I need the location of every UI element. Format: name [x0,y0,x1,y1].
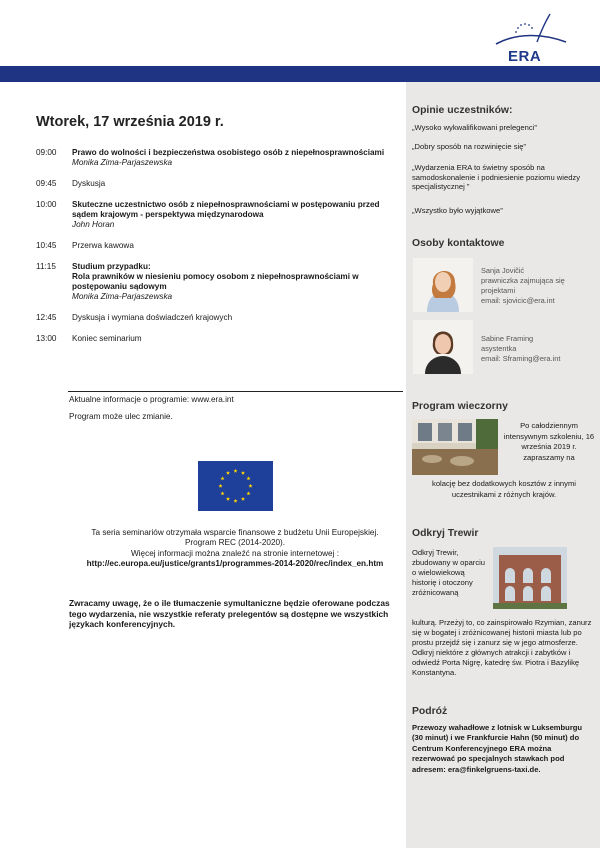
program-time: 09:45 [36,179,57,188]
eu-star-icon [226,471,230,475]
evening-text: Po całodziennym intensywnym szkoleniu, 16 września 2019 r. zapraszamy na [503,421,595,462]
program-time: 10:45 [36,241,57,250]
contact-email-link[interactable]: email: sjovicic@era.int [481,296,555,305]
travel-text: Przewozy wahadłowe z lotnisk w Luksemburgu (30 minut) i we Frankfurcie Hahn (50 minut) do Centrum Konferencyjnego ERA można rezerwować po specjalnych stawkach pod adresem: era@finkelgruens-taxi.de. [412,723,583,774]
evening-heading: Program wieczorny [412,401,508,412]
trier-text-continued: kulturą. Przeżyj to, co zainspirowało Rzymian, zanurz się w bogatej i zróżnicowanej historii miasta lub po prostu przejdź się i zanurz się w jego atmosferze. Odkryj niektóre z głównych atrakcji i zabytków i odwiedź Porta Nigrę, katedrę św. Piotra i Bazylikę Konstantyna. [412,618,592,677]
program-time: 12:45 [36,313,57,322]
eu-star-icon [233,469,237,473]
program-title: Przerwa kawowa [72,241,134,250]
contact-name: Sanja Jovičić [481,266,525,275]
divider [68,391,403,392]
opinions-heading: Opinie uczestników: [412,105,513,116]
program-time: 11:15 [36,262,56,271]
era-logo-swoosh-icon [490,8,570,52]
contact-name: Sabine Framing [481,334,534,343]
program-item [36,313,398,323]
funding-info [60,528,410,569]
program-title: Dyskusja i wymiana doświadczeń krajowych [72,313,233,322]
era-logo [490,8,570,64]
opinion-quote: „Wysoko wykwalifikowani prelegenci” [412,123,537,132]
program-speaker: Monika Zima-Parjaszewska [72,292,173,301]
program-item [36,262,398,302]
program-list [36,148,398,355]
eu-star-icon [241,497,245,501]
travel-heading: Podróż [412,706,448,717]
program-time: 13:00 [36,334,57,343]
program-item [36,334,398,344]
eu-star-icon [248,484,252,488]
program-title: Koniec seminarium [72,334,142,343]
program-speaker: John Horan [72,220,115,229]
funding-line: Ta seria seminariów otrzymała wsparcie finansowe z budżetu Unii Europejskiej. [91,528,379,537]
contact-role: prawniczka zajmująca się projektami [481,276,565,295]
program-item [36,241,398,251]
program-info-link[interactable]: Aktualne informacje o programie: www.era.int [69,395,234,404]
program-title: Dyskusja [72,179,106,188]
program-title: Prawo do wolności i bezpieczeństwa osobistego osób z niepełnosprawnościami [72,148,385,157]
top-banner [0,66,600,82]
trier-text: Odkryj Trewir, zbudowany w oparciu o wielowiekową historię i otoczony zróżnicowaną [412,548,486,597]
program-item [36,179,398,189]
translation-notice: Zwracamy uwagę, że o ile tłumaczenie symultaniczne będzie oferowane podczas tego wydarzenia, nie wszystkie referaty prelegentów są dostępne we wszystkich językach konferencyjnych. [69,598,390,630]
contact-role: asystentka [481,344,517,353]
opinion-quote: „Wszystko było wyjątkowe” [412,206,503,215]
eu-star-icon [233,499,237,503]
contacts-heading: Osoby kontaktowe [412,238,505,249]
restaurant-photo [412,419,498,475]
trier-heading: Odkryj Trewir [412,528,479,539]
program-title: Skuteczne uczestnictwo osób z niepełnosprawnościami w postępowaniu przed sądem krajowym - perspektywa międzynarodowa [72,200,380,219]
program-change-note: Program może ulec zmianie. [69,412,173,421]
eu-star-icon [246,476,250,480]
contact-info [481,266,586,306]
contact-photo-avatar [413,320,473,374]
eu-star-icon [220,491,224,495]
program-time: 09:00 [36,148,57,157]
evening-text-continued: kolację bez dodatkowych kosztów z innymi uczestnikami z różnych krajów. [432,479,576,499]
funding-url-link[interactable]: http://ec.europa.eu/justice/grants1/programmes-2014-2020/rec/index_en.htm [86,558,384,568]
program-item [36,200,398,230]
eu-star-icon [226,497,230,501]
funding-line: Program REC (2014-2020). [184,538,286,548]
contact-info [481,334,560,364]
contact-email-link[interactable]: email: Sframing@era.int [481,354,561,363]
eu-star-icon [220,476,224,480]
funding-line: Więcej informacji można znaleźć na stronie internetowej : [131,548,339,558]
eu-star-icon [246,491,250,495]
program-speaker: Monika Zima-Parjaszewska [72,158,173,167]
roman-ruins-photo [493,547,567,609]
eu-star-icon [241,471,245,475]
program-title: Studium przypadku: [72,262,151,271]
eu-flag-icon [198,461,273,511]
program-subtitle: Rola prawników w niesieniu pomocy osobom z niepełnosprawnościami w postępowaniu sądowym [72,272,359,291]
opinion-quote: „Dobry sposób na rozwinięcie się” [412,142,526,151]
program-item [36,148,398,168]
eu-star-icon [218,484,222,488]
opinion-quote: „Wydarzenia ERA to świetny sposób na samodoskonalenie i podniesienie poziomu wiedzy specjalistycznej ” [412,163,581,192]
contact-photo-avatar [413,258,473,312]
logo-text: ERA [508,48,542,65]
program-time: 10:00 [36,200,57,209]
page-title: Wtorek, 17 września 2019 r. [36,114,224,130]
